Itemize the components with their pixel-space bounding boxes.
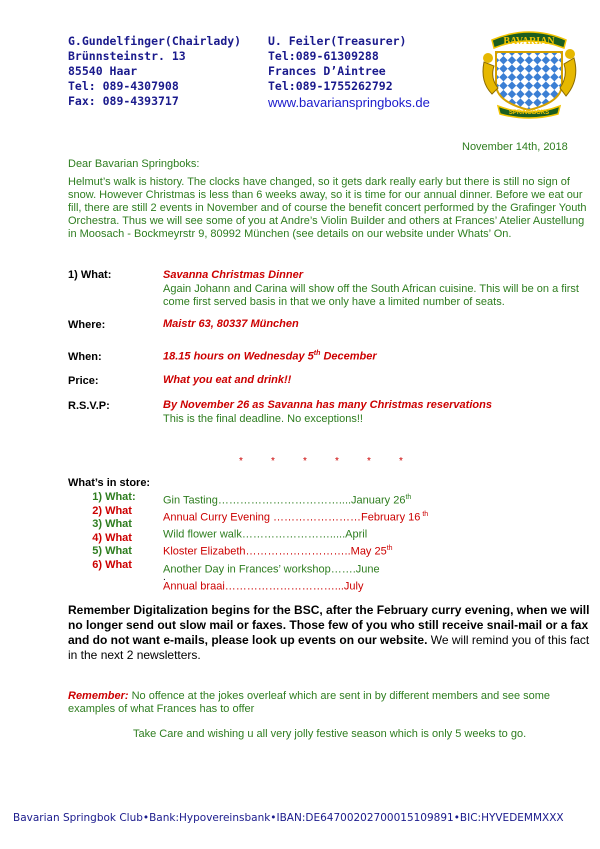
chair-contact xyxy=(68,34,241,109)
store-item-label: 6) What xyxy=(92,558,132,571)
treasurer-name: U. Feiler(Treasurer) xyxy=(268,34,407,48)
treasurer-tel: Tel:089-61309288 xyxy=(268,49,379,63)
store-item-label: 5) What xyxy=(92,545,132,557)
store-list xyxy=(80,491,136,572)
website-link[interactable]: www.bavarianspringboks.de xyxy=(268,95,430,110)
digitalization-normal: We will remind you of this fact in the next 2 newsletters. xyxy=(68,633,590,662)
store-item-label: 3) What xyxy=(92,518,132,530)
store-item-text: Kloster Elizabeth………………………..May 25th xyxy=(163,545,393,559)
divider-star: * xyxy=(399,456,403,467)
remember-label: Remember: xyxy=(68,690,129,702)
treasurer-name2: Frances D’Aintree xyxy=(268,64,386,78)
store-item-text: Wild flower walk…………………….....April xyxy=(163,528,368,541)
treasurer-contact xyxy=(268,34,430,110)
when-value: 18.15 hours on Wednesday 5th December xyxy=(163,350,377,363)
remember-text: No offence at the jokes overleaf which are sent in by different members and see some examples of what Frances has to offer xyxy=(68,690,551,715)
store-trail: . xyxy=(163,572,166,583)
store-item-label: 2) What xyxy=(92,504,132,517)
divider-star: * xyxy=(239,456,243,467)
salutation: Dear Bavarian Springboks: xyxy=(68,158,200,170)
rsvp-label: R.S.V.P: xyxy=(68,400,110,412)
when-label: When: xyxy=(68,351,102,363)
remember-note xyxy=(68,690,588,716)
chair-city: 85540 Haar xyxy=(68,64,138,78)
chair-name: G.Gundelfinger(Chairlady) xyxy=(68,34,242,48)
club-logo xyxy=(478,22,580,120)
divider-star: * xyxy=(303,456,307,467)
divider-stars xyxy=(225,451,417,469)
divider-star: * xyxy=(367,456,371,467)
treasurer-tel2: Tel:089-1755262792 xyxy=(268,79,393,93)
store-item-label: 1) What: xyxy=(92,491,136,503)
store-item-text: Another Day in Frances’ workshop…….June xyxy=(163,563,380,576)
price-value: What you eat and drink!! xyxy=(163,374,292,386)
divider-star: * xyxy=(271,456,275,467)
what-label: 1) What: xyxy=(68,269,112,281)
closing-line: Take Care and wishing u all very jolly festive season which is only 5 weeks to go. xyxy=(133,728,527,740)
rsvp-value: By November 26 as Savanna has many Christmas reservations xyxy=(163,399,492,411)
where-label: Where: xyxy=(68,319,106,331)
chair-street: Brünnsteinstr. 13 xyxy=(68,49,186,63)
where-value: Maistr 63, 80337 München xyxy=(163,318,299,330)
logo-banner-bottom: SPRINGBOKS xyxy=(508,110,550,116)
intro-paragraph: Helmut’s walk is history. The clocks have changed, so it gets dark really early but there is still no sign of snow. However Christmas is less than 6 weeks away, so it is time for our annual dinner. Before we eat our fill, there are still 2 events in November and of course the benefit concert performed by the Grafinger Youth Orchestra. Thus we will see some of you at Andre’s Violin Builder and others at Frances’ Atelier Austellung in Moosach - Bockmeyrstr 9, 80992 München (see details on our website under Whats’ On. xyxy=(68,176,587,240)
what-title: Savanna Christmas Dinner xyxy=(163,269,303,281)
divider-star: * xyxy=(335,456,339,467)
store-item-text: Annual Curry Evening ……………………February 16 $^{th}$ xyxy=(163,511,429,524)
what-description: Again Johann and Carina will show off the South African cuisine. This will be on a first come first served basis in that we only have a limited number of seats. xyxy=(163,283,579,308)
store-item-text: Gin Tasting……………………………....January 26th xyxy=(163,494,412,507)
letter-date: November 14th, 2018 xyxy=(462,141,568,153)
store-heading: What’s in store: xyxy=(68,477,151,489)
store-texts xyxy=(163,491,428,594)
digitalization-notice xyxy=(68,603,592,663)
price-label: Price: xyxy=(68,375,99,387)
store-item-label: 4) What xyxy=(92,531,132,544)
chair-tel: Tel: 089-4307908 xyxy=(68,79,179,93)
footer-bank-details: Bavarian Springbok Club•Bank:Hypovereinsbank•IBAN:DE64700202700015109891•BIC:HYVEDEMMXXX xyxy=(13,812,564,824)
logo-banner-top: BAVARIAN xyxy=(503,36,555,47)
store-item-text: Annual braai…………………………...July xyxy=(163,580,364,593)
digitalization-bold: Remember Digitalization begins for the BSC, after the February curry evening, when we will no longer send out slow mail or faxes. Those few of you who still receive snail-mail or a fax and do not want e-mails, please look up events on our website. xyxy=(68,603,590,647)
rsvp-note: This is the final deadline. No exceptions!! xyxy=(163,413,363,425)
chair-fax: Fax: 089-4393717 xyxy=(68,94,179,108)
